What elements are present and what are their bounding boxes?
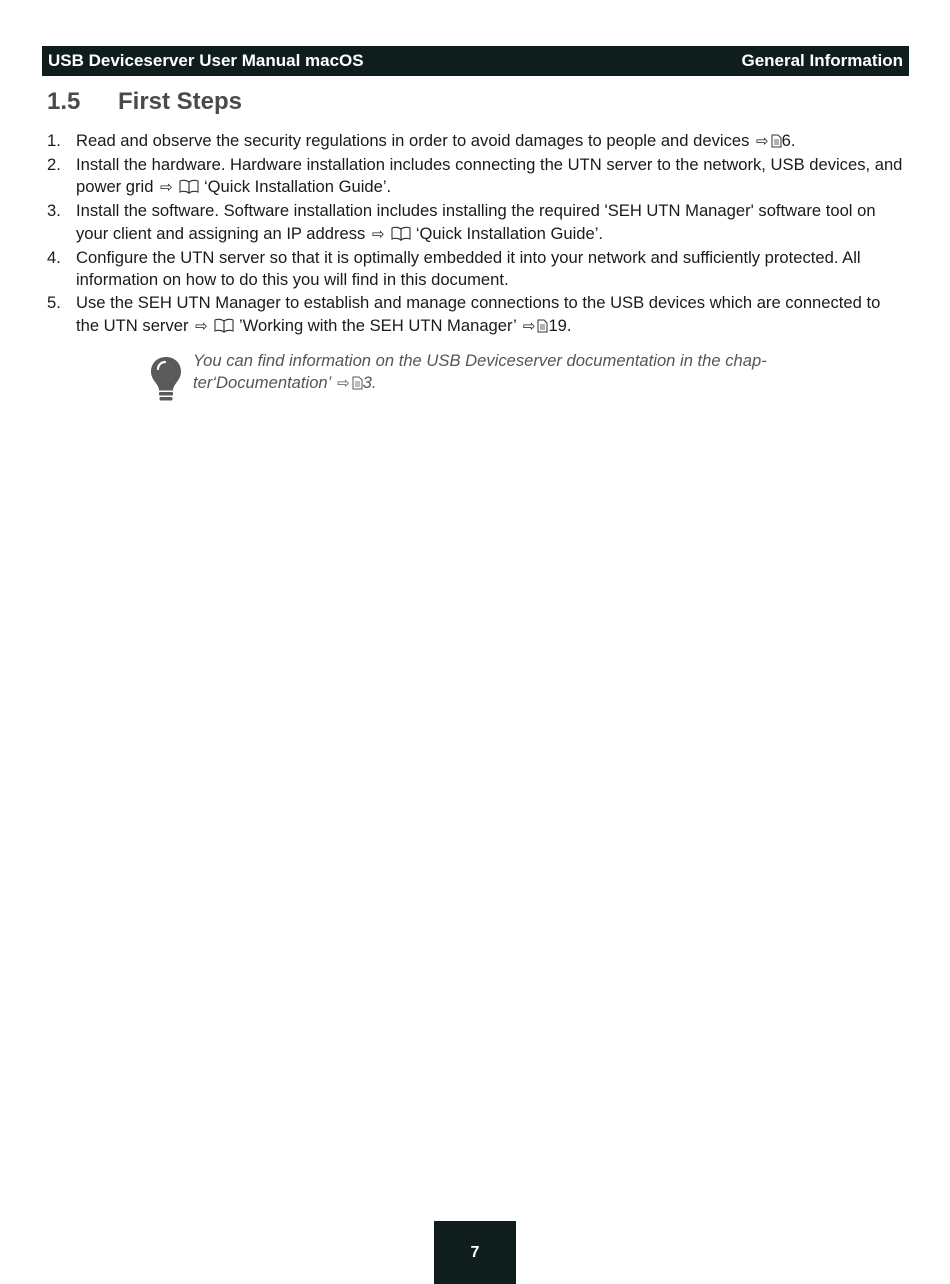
document-page-icon xyxy=(771,134,782,148)
punctuation: . xyxy=(566,315,572,335)
list-item-number: 4. xyxy=(47,247,61,267)
list-item-number: 3. xyxy=(47,201,61,221)
tip-note xyxy=(148,350,788,403)
arrow-right-icon: ⇨ xyxy=(522,317,536,335)
arrow-right-icon: ⇨ xyxy=(371,225,385,243)
list-item-number: 1. xyxy=(47,131,61,150)
running-header xyxy=(42,46,909,76)
list-item xyxy=(47,247,907,292)
book-icon xyxy=(179,179,199,194)
list-item xyxy=(47,130,907,153)
book-icon xyxy=(214,318,234,333)
section-heading xyxy=(47,88,242,116)
list-item xyxy=(47,154,907,200)
page-reference-link[interactable]: 6 xyxy=(781,131,791,150)
arrow-right-icon: ⇨ xyxy=(195,317,208,335)
arrow-right-icon: ⇨ xyxy=(337,375,350,393)
document-reference-link[interactable]: ‘Quick Installation Guide’. xyxy=(415,223,604,243)
header-chapter-title: General Information xyxy=(741,51,903,70)
list-item xyxy=(47,292,907,338)
page-reference-link[interactable]: 19 xyxy=(548,315,567,335)
list-item-text: Use the SEH UTN Manager to establish and manage connections to the USB devices which are connected to the UTN server xyxy=(76,293,881,335)
list-item-number: 2. xyxy=(47,155,61,174)
punctuation: . xyxy=(790,131,796,150)
document-reference-link[interactable]: ’Working with the SEH UTN Manager’ xyxy=(238,315,517,335)
list-item-text: Install the hardware. Hardware installation includes connecting the UTN server to the network, USB devices, and power grid xyxy=(76,155,903,197)
arrow-right-icon: ⇨ xyxy=(756,133,769,150)
steps-list xyxy=(47,130,907,339)
list-item-text: Configure the UTN server so that it is optimally embedded it into your network and sufficiently protected. All information on how to do this you will find in this document. xyxy=(76,247,861,290)
tip-text: You can find information on the USB Deviceserver documentation in the chap-ter‘Documentation’ xyxy=(193,351,767,393)
arrow-right-icon: ⇨ xyxy=(160,179,173,197)
section-number: 1.5 xyxy=(47,88,81,115)
page-number xyxy=(434,1221,516,1284)
list-item-text: Install the software. Software installation includes installing the required 'SEH UTN Manager' software tool on your client and assigning an IP address xyxy=(76,201,876,243)
list-item xyxy=(47,200,907,246)
page-number-text: 7 xyxy=(470,1243,480,1261)
list-item-number: 5. xyxy=(47,293,61,313)
document-page-icon xyxy=(352,376,363,390)
header-manual-title: USB Deviceserver User Manual macOS xyxy=(48,51,364,70)
section-title: First Steps xyxy=(118,88,243,115)
page-reference-link[interactable]: 3 xyxy=(362,373,372,393)
document-page-icon xyxy=(537,319,548,333)
document-reference-link[interactable]: ‘Quick Installation Guide’. xyxy=(203,177,392,197)
list-item-text: Read and observe the security regulations in order to avoid damages to people and devices xyxy=(76,131,750,150)
lightbulb-icon xyxy=(148,355,184,403)
punctuation: . xyxy=(371,373,377,393)
book-icon xyxy=(391,226,411,241)
